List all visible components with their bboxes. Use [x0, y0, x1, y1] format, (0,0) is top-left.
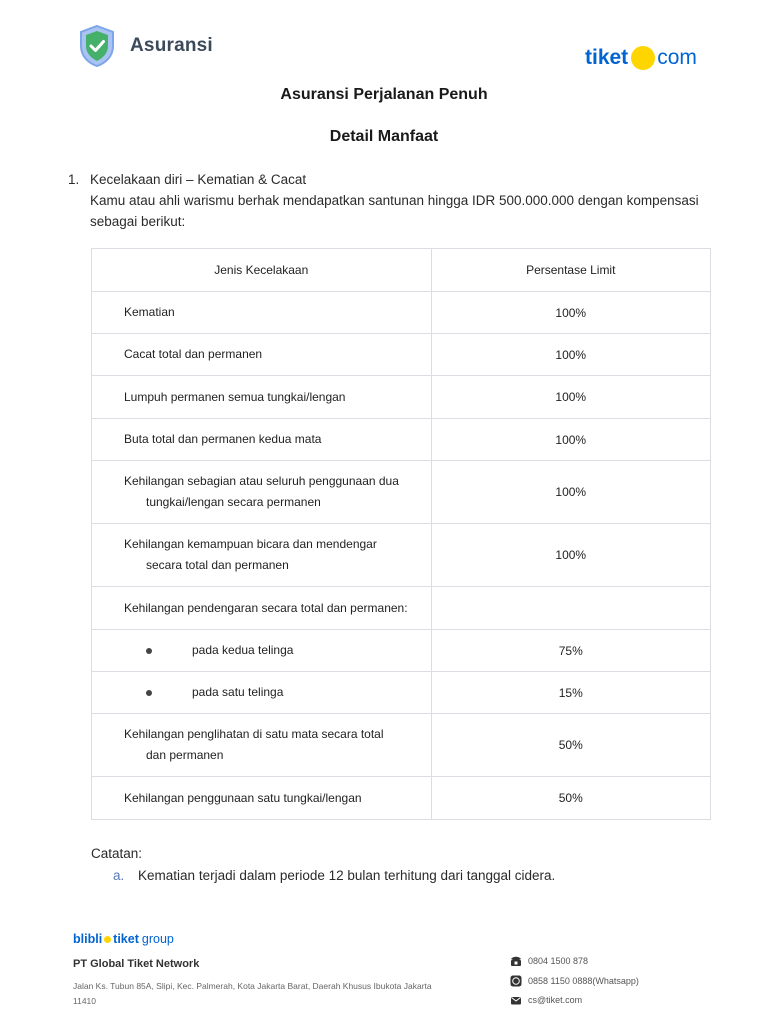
tiket-logo-word: tiket	[585, 46, 629, 69]
tiket-logo-dot	[631, 46, 655, 70]
header-accident-type: Jenis Kecelakaan	[92, 249, 432, 292]
row-label-line1: Kehilangan sebagian atau seluruh penggunaan dua	[124, 474, 399, 488]
row-value: 100%	[431, 292, 710, 334]
mail-icon	[510, 994, 522, 1006]
row-label: Kematian	[92, 292, 432, 334]
row-value: 100%	[431, 524, 710, 587]
whatsapp-icon	[510, 975, 522, 987]
table-row	[92, 376, 711, 419]
row-label	[92, 630, 432, 672]
group-logo-tiket: tiket	[113, 932, 139, 946]
tiket-com-logo	[585, 46, 697, 70]
table-row	[92, 461, 711, 524]
group-logo-blibli: blibli	[73, 932, 103, 946]
row-label	[92, 672, 432, 714]
bullet-icon	[146, 690, 152, 696]
note-item	[113, 865, 555, 887]
notes-heading: Catatan:	[91, 846, 143, 861]
row-label	[92, 524, 432, 587]
note-text: Kematian terjadi dalam periode 12 bulan terhitung dari tanggal cidera.	[138, 868, 556, 883]
row-label: Cacat total dan permanen	[92, 334, 432, 376]
table-row	[92, 587, 711, 630]
row-label: Lumpuh permanen semua tungkai/lengan	[92, 376, 432, 419]
document-subtitle: Detail Manfaat	[329, 128, 439, 145]
row-label-text: pada satu telinga	[192, 685, 284, 699]
row-label	[92, 714, 432, 777]
section-number: 1.	[68, 172, 80, 187]
blibli-tiket-group-logo	[73, 932, 174, 946]
contact-phone	[510, 955, 588, 967]
table-row	[92, 672, 711, 714]
row-label-line2: dan permanen	[146, 748, 224, 762]
group-logo-dot	[104, 936, 111, 943]
phone-icon	[510, 955, 522, 967]
row-value	[431, 587, 710, 630]
row-value: 50%	[431, 777, 710, 820]
page-footer	[0, 925, 768, 1024]
row-label-text: pada kedua telinga	[192, 643, 294, 657]
row-label: Buta total dan permanen kedua mata	[92, 419, 432, 461]
contact-email	[510, 994, 582, 1006]
page-header	[0, 0, 768, 90]
row-label-line2: secara total dan permanen	[146, 558, 289, 572]
company-address: Jalan Ks. Tubun 85A, Slipi, Kec. Palmerah, Kota Jakarta Barat, Daerah Khusus Ibukota Jakarta 11410	[73, 981, 432, 1006]
bullet-icon	[146, 648, 152, 654]
row-label-line1: Kehilangan kemampuan bicara dan mendengar	[124, 537, 377, 551]
tiket-logo-com: com	[657, 46, 697, 69]
group-logo-group: group	[141, 932, 174, 946]
contact-whatsapp	[510, 975, 639, 987]
row-value: 15%	[431, 672, 710, 714]
table-row	[92, 334, 711, 376]
section-accident	[68, 169, 728, 232]
row-label	[92, 461, 432, 524]
row-value: 50%	[431, 714, 710, 777]
table-row	[92, 630, 711, 672]
notes-section	[91, 843, 555, 887]
asuransi-brand	[78, 24, 213, 68]
row-value: 100%	[431, 461, 710, 524]
row-value: 75%	[431, 630, 710, 672]
company-name: PT Global Tiket Network	[73, 958, 200, 970]
row-value: 100%	[431, 376, 710, 419]
phone-number: 0804 1500 878	[528, 956, 589, 966]
note-letter: a.	[113, 868, 125, 883]
table-row	[92, 777, 711, 820]
header-percentage-limit: Persentase Limit	[431, 249, 710, 292]
row-label-line1: Kehilangan penglihatan di satu mata secara total	[124, 727, 384, 741]
row-value: 100%	[431, 419, 710, 461]
shield-check-icon	[78, 24, 116, 68]
email-address: cs@tiket.com	[528, 995, 583, 1005]
row-label: Kehilangan penggunaan satu tungkai/lengan	[92, 777, 432, 820]
section-description: Kamu atau ahli warismu berhak mendapatkan santunan hingga IDR 500.000.000 dengan kompensasi sebagai berikut:	[90, 193, 699, 229]
table-row	[92, 524, 711, 587]
row-label-line2: tungkai/lengan secara permanen	[146, 495, 321, 509]
brand-title: Asuransi	[130, 35, 213, 56]
row-label: Kehilangan pendengaran secara total dan permanen:	[92, 587, 432, 630]
row-value: 100%	[431, 334, 710, 376]
whatsapp-number: 0858 1150 0888(Whatsapp)	[528, 976, 639, 986]
section-heading: Kecelakaan diri – Kematian & Cacat	[90, 172, 307, 187]
table-row	[92, 292, 711, 334]
table-header-row	[92, 249, 711, 292]
benefit-table	[91, 248, 711, 820]
table-row	[92, 419, 711, 461]
table-row	[92, 714, 711, 777]
document-title: Asuransi Perjalanan Penuh	[280, 86, 488, 103]
